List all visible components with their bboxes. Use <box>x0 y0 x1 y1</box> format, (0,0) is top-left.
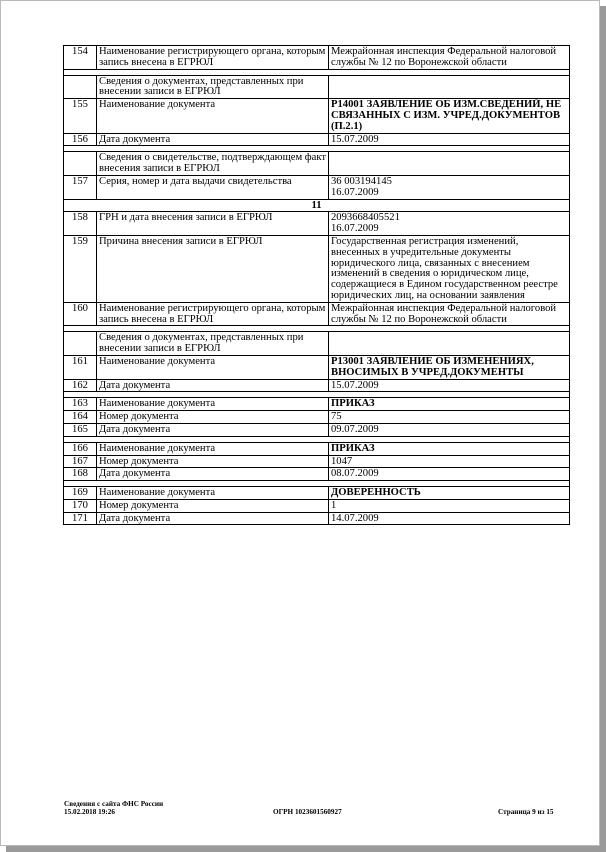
footer-page-number: Страница 9 из 15 <box>498 808 554 816</box>
field-value: Межрайонная инспекция Федеральной налоговой службы № 12 по Воронежской области <box>329 302 570 326</box>
field-value: 1 <box>329 499 570 512</box>
table-row <box>64 355 570 379</box>
subheader-label: Сведения о документах, представленных при внесении записи в ЕГРЮЛ <box>97 75 329 99</box>
row-number: 169 <box>64 487 97 500</box>
row-number: 164 <box>64 411 97 424</box>
table-row <box>64 46 570 70</box>
field-value: 09.07.2009 <box>329 423 570 436</box>
row-number: 157 <box>64 175 97 199</box>
field-label: Номер документа <box>97 499 329 512</box>
table-row <box>64 235 570 302</box>
field-label: Наименование документа <box>97 487 329 500</box>
field-value: Р13001 ЗАЯВЛЕНИЕ ОБ ИЗМЕНЕНИЯХ, ВНОСИМЫХ В УЧРЕД.ДОКУМЕНТЫ <box>329 355 570 379</box>
row-number: 161 <box>64 355 97 379</box>
row-number: 155 <box>64 99 97 133</box>
table-row <box>64 455 570 468</box>
table-row <box>64 512 570 525</box>
empty-cell <box>64 332 97 356</box>
table-row <box>64 302 570 326</box>
egrul-table <box>63 45 570 525</box>
row-number: 170 <box>64 499 97 512</box>
table-row <box>64 398 570 411</box>
subheader-label: Сведения о свидетельстве, подтверждающем факт внесения записи в ЕГРЮЛ <box>97 152 329 176</box>
empty-cell <box>64 152 97 176</box>
field-label: Номер документа <box>97 411 329 424</box>
field-value: 1047 <box>329 455 570 468</box>
field-value: 08.07.2009 <box>329 468 570 481</box>
footer-source <box>64 800 163 816</box>
field-label: Наименование документа <box>97 398 329 411</box>
field-value: Межрайонная инспекция Федеральной налоговой службы № 12 по Воронежской области <box>329 46 570 70</box>
field-label: Наименование регистрирующего органа, которым запись внесена в ЕГРЮЛ <box>97 46 329 70</box>
field-value: 75 <box>329 411 570 424</box>
table-row <box>64 499 570 512</box>
field-label: Дата документа <box>97 133 329 146</box>
table-row <box>64 379 570 392</box>
page-shadow-right <box>600 6 606 852</box>
table-row <box>64 468 570 481</box>
section-row <box>64 199 570 212</box>
row-number: 160 <box>64 302 97 326</box>
empty-cell <box>64 75 97 99</box>
row-number: 171 <box>64 512 97 525</box>
field-value: 15.07.2009 <box>329 133 570 146</box>
footer-source-line1: Сведения с сайта ФНС России <box>64 800 164 808</box>
field-value: ДОВЕРЕННОСТЬ <box>329 487 570 500</box>
row-number: 167 <box>64 455 97 468</box>
field-value: Государственная регистрация изменений, внесенных в учредительные документы юридического лица, связанных с внесением изменений в сведения о юридическом лице, содержащиеся в Едином государственном реестре юридических лиц, на основании заявления <box>329 235 570 302</box>
field-value: 14.07.2009 <box>329 512 570 525</box>
field-label: Номер документа <box>97 455 329 468</box>
row-number: 165 <box>64 423 97 436</box>
footer-source-line2: 15.02.2018 19:26 <box>64 808 115 816</box>
row-number: 158 <box>64 212 97 236</box>
table-row <box>64 423 570 436</box>
table-row <box>64 442 570 455</box>
row-number: 166 <box>64 442 97 455</box>
footer-ogrn: ОГРН 1023601560927 <box>273 808 342 816</box>
subheader-row <box>64 75 570 99</box>
field-label: Дата документа <box>97 468 329 481</box>
section-number: 11 <box>64 199 570 212</box>
field-label: Серия, номер и дата выдачи свидетельства <box>97 175 329 199</box>
row-number: 156 <box>64 133 97 146</box>
field-label: Наименование документа <box>97 99 329 133</box>
table-row <box>64 175 570 199</box>
table-row <box>64 99 570 133</box>
table-row <box>64 487 570 500</box>
row-number: 163 <box>64 398 97 411</box>
egrul-table-body <box>64 46 570 525</box>
field-label: Дата документа <box>97 423 329 436</box>
field-label: Наименование документа <box>97 442 329 455</box>
field-label: Наименование документа <box>97 355 329 379</box>
field-value: ПРИКАЗ <box>329 398 570 411</box>
table-row <box>64 411 570 424</box>
field-value: 15.07.2009 <box>329 379 570 392</box>
empty-cell <box>329 152 570 176</box>
row-number: 159 <box>64 235 97 302</box>
subheader-row <box>64 332 570 356</box>
field-label: ГРН и дата внесения записи в ЕГРЮЛ <box>97 212 329 236</box>
field-value: 2093668405521 16.07.2009 <box>329 212 570 236</box>
table-row <box>64 212 570 236</box>
empty-cell <box>329 332 570 356</box>
row-number: 162 <box>64 379 97 392</box>
row-number: 168 <box>64 468 97 481</box>
row-number: 154 <box>64 46 97 70</box>
field-label: Дата документа <box>97 512 329 525</box>
field-label: Дата документа <box>97 379 329 392</box>
page-shadow-bottom <box>6 846 606 852</box>
field-value: 36 003194145 16.07.2009 <box>329 175 570 199</box>
subheader-label: Сведения о документах, представленных при внесении записи в ЕГРЮЛ <box>97 332 329 356</box>
field-label: Причина внесения записи в ЕГРЮЛ <box>97 235 329 302</box>
field-value: Р14001 ЗАЯВЛЕНИЕ ОБ ИЗМ.СВЕДЕНИЙ, НЕ СВЯЗАННЫХ С ИЗМ. УЧРЕД.ДОКУМЕНТОВ (П.2.1) <box>329 99 570 133</box>
field-value: ПРИКАЗ <box>329 442 570 455</box>
field-label: Наименование регистрирующего органа, которым запись внесена в ЕГРЮЛ <box>97 302 329 326</box>
subheader-row <box>64 152 570 176</box>
table-row <box>64 133 570 146</box>
empty-cell <box>329 75 570 99</box>
